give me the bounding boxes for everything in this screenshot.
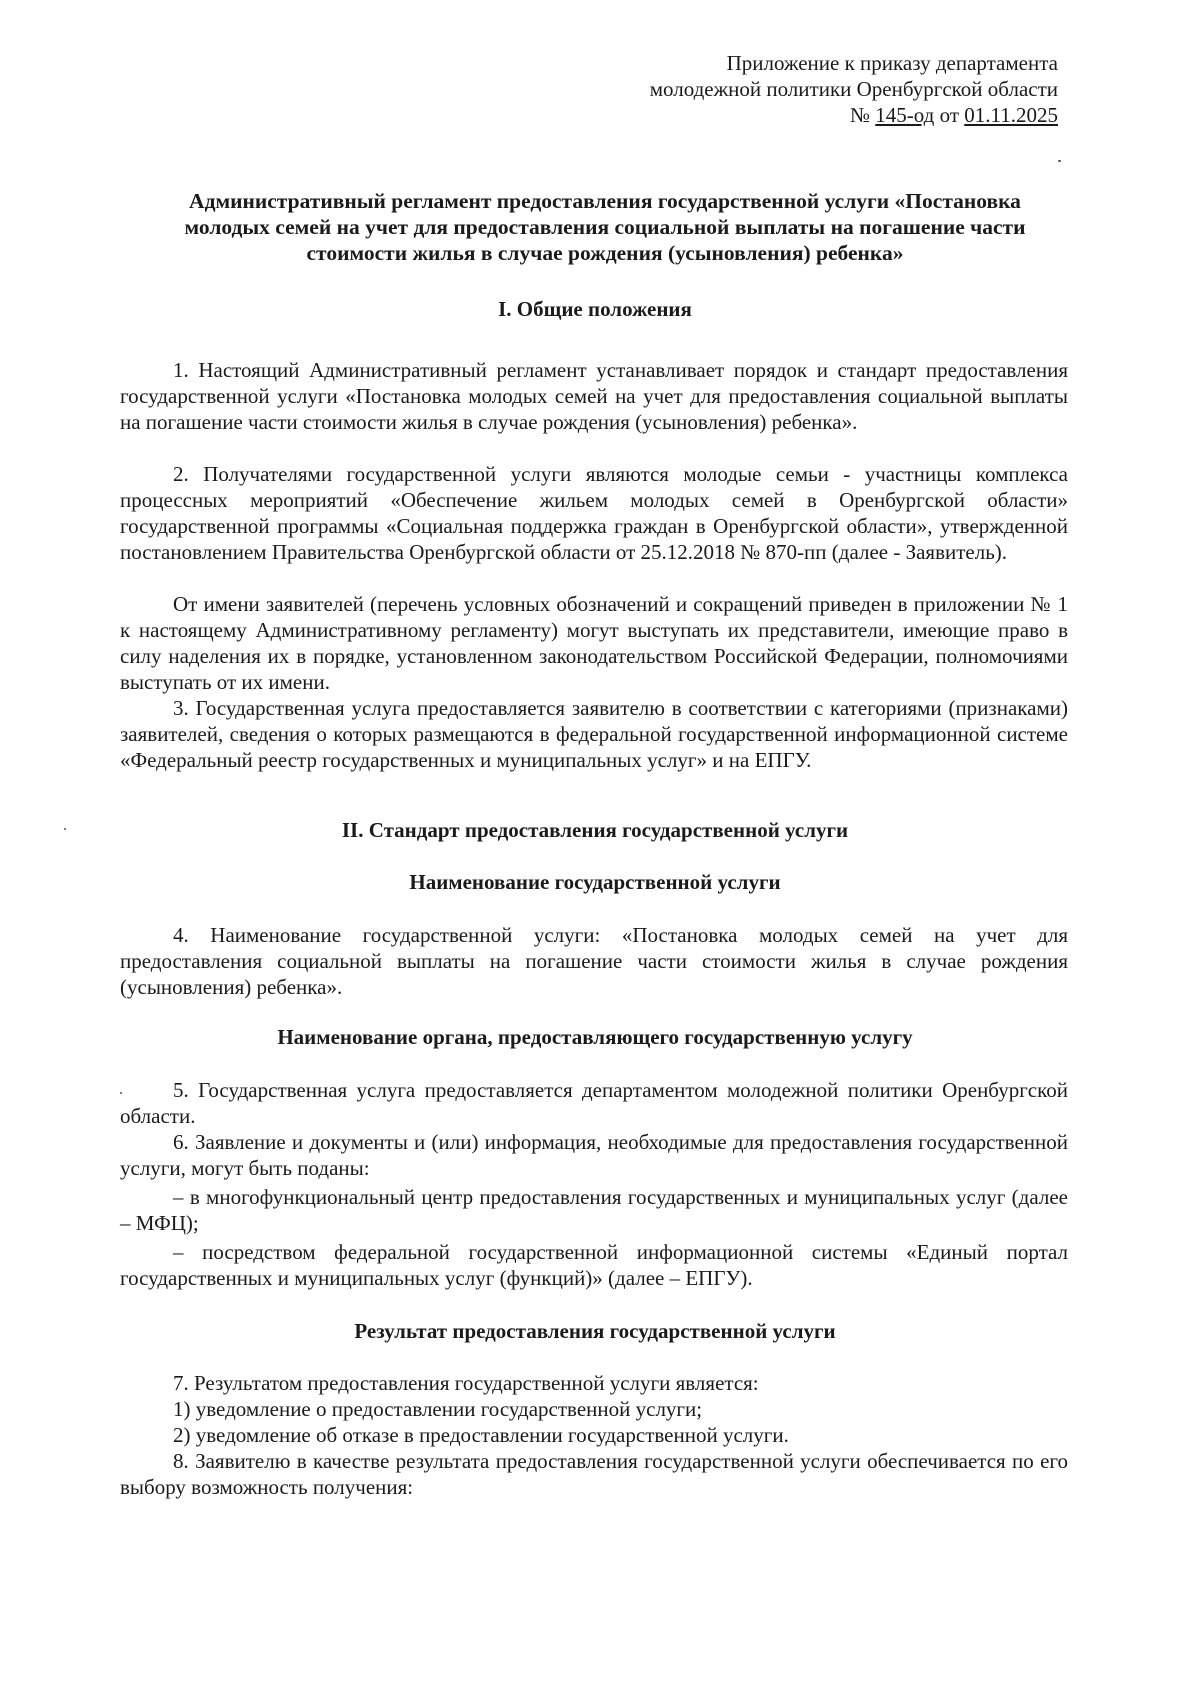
order-date: 01.11.2025	[964, 103, 1058, 127]
paragraph-6: 6. Заявление и документы и (или) информация, необходимые для предоставления государственной услуги, могут быть поданы:	[120, 1130, 1068, 1180]
scan-speck	[1058, 160, 1061, 162]
title-line-3: стоимости жилья в случае рождения (усыновления) ребенка»	[306, 241, 904, 265]
result-item-2: 2) уведомление об отказе в предоставлении государственной услуги.	[173, 1423, 789, 1447]
title-line-2: молодых семей на учет для предоставления социальной выплаты на погашение части	[184, 215, 1026, 239]
scan-speck	[64, 828, 66, 830]
section-1-heading: I. Общие положения	[498, 297, 692, 321]
section-2-heading: II. Стандарт предоставления государственной услуги	[341, 818, 849, 842]
order-number: 145-од	[875, 103, 935, 127]
header-line-2: молодежной политики Оренбургской области	[649, 77, 1058, 101]
subheading-service-name: Наименование государственной услуги	[409, 870, 781, 894]
paragraph-3: 3. Государственная услуга предоставляется заявителю в соответствии с категориями (признаками) заявителей, сведения о которых размещаются в федеральной государственной информационной системе «Федеральный реестр государственных и муниципальных услуг» и на ЕПГУ.	[120, 696, 1068, 772]
paragraph-8: 8. Заявителю в качестве результата предоставления государственной услуги обеспечивается по его выбору возможность получения:	[120, 1449, 1068, 1499]
list-item-epgu: – посредством федеральной государственной информационной системы «Единый портал государственных и муниципальных услуг (функций)» (далее – ЕПГУ).	[120, 1240, 1068, 1290]
scan-speck	[120, 1092, 122, 1094]
paragraph-7: 7. Результатом предоставления государственной услуги является:	[173, 1371, 759, 1395]
order-attachment-header	[650, 50, 1058, 128]
paragraph-2: 2. Получателями государственной услуги являются молодые семьи - участницы комплекса процессных мероприятий «Обеспечение жильем молодых семей в Оренбургской области» государственной программы «Социальная поддержка граждан в Оренбургской области», утвержденной постановлением Правительства Оренбургской области от 25.12.2018 № 870-пп (далее - Заявитель).	[120, 462, 1068, 564]
title-line-1: Административный регламент предоставления государственной услуги «Постановка	[189, 189, 1021, 213]
subheading-result: Результат предоставления государственной услуги	[354, 1319, 836, 1343]
subheading-authority: Наименование органа, предоставляющего государственную услугу	[277, 1025, 913, 1049]
header-line-3	[650, 102, 1058, 128]
list-item-mfc: – в многофункциональный центр предоставления государственных и муниципальных услуг (далее – МФЦ);	[120, 1185, 1068, 1235]
paragraph-1: 1. Настоящий Административный регламент устанавливает порядок и стандарт предоставления государственной услуги «Постановка молодых семей на учет для предоставления социальной выплаты на погашение части стоимости жилья в случае рождения (усыновления) ребенка».	[120, 358, 1068, 434]
paragraph-4: 4. Наименование государственной услуги: «Постановка молодых семей на учет для предоставления социальной выплаты на погашение части стоимости жилья в случае рождения (усыновления) ребенка».	[120, 923, 1068, 999]
date-prefix: от	[939, 103, 960, 127]
document-title	[140, 188, 1070, 266]
number-sign: №	[849, 103, 871, 127]
header-line-1: Приложение к приказу департамента	[726, 51, 1058, 75]
result-item-1: 1) уведомление о предоставлении государственной услуги;	[173, 1397, 703, 1421]
paragraph-5: 5. Государственная услуга предоставляется департаментом молодежной политики Оренбургской области.	[120, 1078, 1068, 1128]
paragraph-2-representatives: От имени заявителей (перечень условных обозначений и сокращений приведен в приложении № 1 к настоящему Административному регламенту) могут выступать их представители, имеющие право в силу наделения их в порядке, установленном законодательством Российской Федерации, полномочиями выступать от их имени.	[120, 592, 1068, 694]
